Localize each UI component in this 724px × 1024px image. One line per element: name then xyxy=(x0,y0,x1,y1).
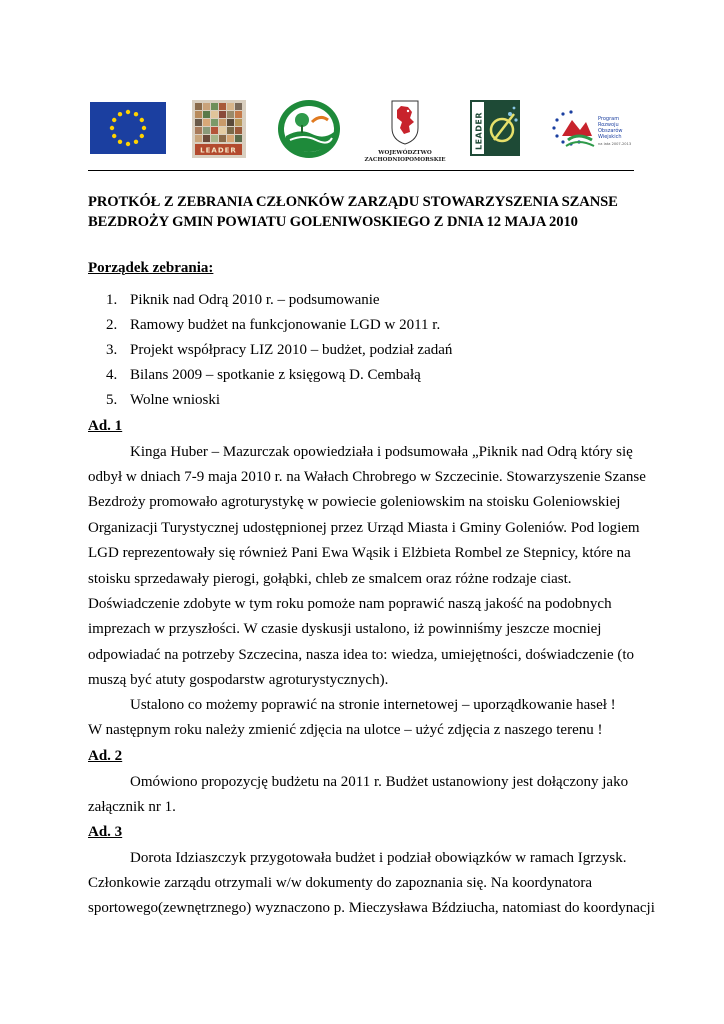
agenda-item-text: Piknik nad Odrą 2010 r. – podsumowanie xyxy=(130,292,380,308)
paragraph-line: odbył w dniach 7-9 maja 2010 r. na Wałach Chrobrego w Szczecinie. Stowarzyszenie Szanse xyxy=(88,469,646,485)
agenda-item xyxy=(106,367,421,384)
green-circle-logo xyxy=(276,98,342,160)
prow-label-line4: Wiejskich xyxy=(598,134,622,140)
document-title xyxy=(88,192,638,232)
paragraph-line: Bezdroży promowało agroturystykę w powiecie goleniowskim na stoisku Goleniowskiej xyxy=(88,494,621,510)
agenda-item-number: 3. xyxy=(106,342,118,358)
agenda-item xyxy=(106,317,440,334)
agenda-item-text: Projekt współpracy LIZ 2010 – budżet, podział zadań xyxy=(130,342,453,358)
paragraph-line: Omówiono propozycję budżetu na 2011 r. Budżet ustanowiony jest dołączony jako xyxy=(130,774,629,790)
logo-bar xyxy=(88,98,636,164)
agenda-item-number: 4. xyxy=(106,367,118,383)
agenda-item xyxy=(106,292,380,309)
prow-logo xyxy=(548,100,634,160)
title-line: PROTKÓŁ Z ZEBRANIA CZŁONKÓW ZARZĄDU STOWARZYSZENIA SZANSE xyxy=(88,194,618,210)
eu-flag-logo xyxy=(90,102,166,154)
paragraph-line: Kinga Huber – Mazurczak opowiedziała i podsumowała „Piknik nad Odrą który się xyxy=(130,444,633,460)
header-rule xyxy=(88,170,634,171)
agenda-item-number: 1. xyxy=(106,292,118,308)
paragraph-line: sportowego(zewnętrznego) wyznaczono p. Mieczysława Bździucha, natomiast do koordynacji xyxy=(88,900,655,916)
prow-label-line5: na lata 2007-2013 xyxy=(598,142,632,146)
prow-label-line3: Obszarów xyxy=(598,128,623,134)
paragraph-line: W następnym roku należy zmienić zdjęcia na ulotce – użyć zdjęcia z naszego terenu ! xyxy=(88,722,603,738)
paragraph-line: stoisku sprzedawały pierogi, gołąbki, chleb ze smalcem oraz różne rodzaje ciast. xyxy=(88,571,572,587)
zachodniopomorskie-crest-logo xyxy=(364,98,446,164)
leader-green-label: LEADER xyxy=(474,111,484,150)
paragraph-line: Organizacji Turystycznej udostępnionej przez Urząd Miasta i Gminy Goleniów. Pod logiem xyxy=(88,520,640,536)
title-line: BEZDROŻY GMIN POWIATU GOLENIWOSKIEGO Z DNIA 12 MAJA 2010 xyxy=(88,214,578,230)
agenda-heading: Porządek zebrania: xyxy=(88,260,214,276)
agenda-item-number: 5. xyxy=(106,392,118,408)
leader-mosaic-label: LEADER xyxy=(200,146,237,155)
leader-green-logo xyxy=(470,100,520,156)
crest-label-line1: WOJEWÓDZTWO xyxy=(378,150,432,156)
agenda-item-text: Ramowy budżet na funkcjonowanie LGD w 2011 r. xyxy=(130,317,441,333)
paragraph-line: odpowiadać na potrzeby Szczecina, nasza idea to: wiedza, umiejętności, doświadczenie (to xyxy=(88,647,635,663)
leader-mosaic-logo xyxy=(192,100,246,158)
section-heading-ad2: Ad. 2 xyxy=(88,748,123,764)
section-heading-ad3: Ad. 3 xyxy=(88,824,123,840)
section-heading-ad1: Ad. 1 xyxy=(88,418,123,434)
paragraph-line: imprezach w przyszłości. W czasie dyskusji ustalono, iż powinniśmy jeszcze mocniej xyxy=(88,621,602,637)
paragraph-line: załącznik nr 1. xyxy=(88,799,176,815)
paragraph-line: Ustalono co możemy poprawić na stronie internetowej – uporządkowanie haseł ! xyxy=(130,697,616,713)
agenda-item xyxy=(106,342,452,359)
paragraph-line: Doświadczenie zdobyte w tym roku pomoże nam poprawić naszą jakość na podobnych xyxy=(88,596,612,612)
prow-label-line1: Program xyxy=(598,116,620,122)
crest-label-line2: ZACHODNIOPOMORSKIE xyxy=(364,157,446,163)
agenda-item-text: Bilans 2009 – spotkanie z księgową D. Cembałą xyxy=(130,367,421,383)
paragraph-line: muszą być atuty gospodarstw agroturystycznych). xyxy=(88,672,389,688)
paragraph-line: Członkowie zarządu otrzymali w/w dokumenty do zapoznania się. Na koordynatora xyxy=(88,875,593,891)
agenda-item xyxy=(106,392,220,409)
prow-label-line2: Rozwoju xyxy=(598,122,619,128)
paragraph-line: Dorota Idziaszczyk przygotowała budżet i podział obowiązków w ramach Igrzysk. xyxy=(130,850,627,866)
paragraph-line: LGD reprezentowały się również Pani Ewa Wąsik i Elżbieta Rombel ze Stepnicy, które na xyxy=(88,545,631,561)
agenda-item-text: Wolne wnioski xyxy=(130,392,221,408)
agenda-item-number: 2. xyxy=(106,317,118,333)
